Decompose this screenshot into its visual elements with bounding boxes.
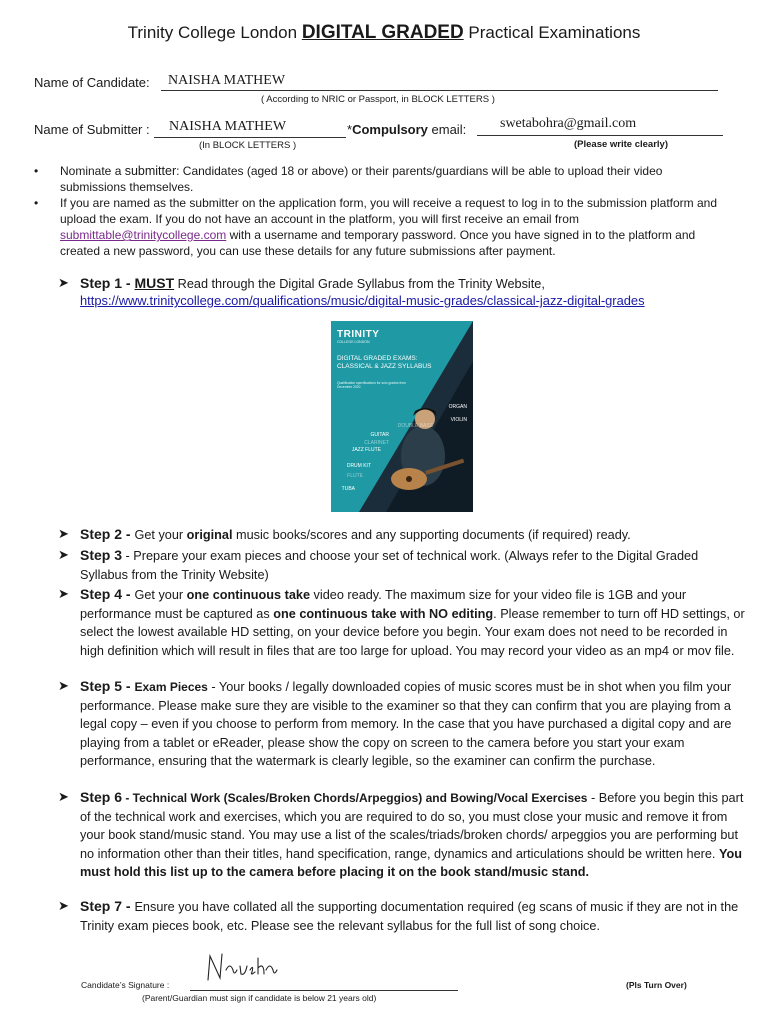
arrow-bullet-icon: ➤: [58, 275, 69, 290]
step-2: ➤ Step 2 - Get your original music books/scores and any supporting documents (if required) ready.: [58, 526, 631, 542]
email-note: (Please write clearly): [574, 139, 668, 150]
cover-instrument: DOUBLE BASS: [397, 423, 433, 429]
cover-instrument: DRUM KIT: [346, 463, 371, 469]
arrow-bullet-icon: ➤: [58, 789, 69, 804]
submitter-name-note: (In BLOCK LETTERS ): [199, 140, 297, 151]
submittable-email-link[interactable]: submittable@trinitycollege.com: [60, 228, 227, 242]
candidate-name-label: Name of Candidate:: [34, 75, 150, 90]
arrow-bullet-icon: ➤: [58, 586, 69, 601]
cover-instrument: CLARINET: [364, 440, 389, 446]
turn-over-note: (Pls Turn Over): [626, 980, 687, 990]
guardian-sign-note: (Parent/Guardian must sign if candidate is below 21 years old): [142, 993, 377, 1003]
cover-instrument: VIOLIN: [450, 417, 467, 423]
arrow-bullet-icon: ➤: [58, 678, 69, 693]
cover-subtitle: Qualification specifications for solo grades from December 2020: [337, 381, 407, 389]
candidate-name-line: [161, 90, 718, 91]
step-7: ➤ Step 7 - Ensure you have collated all the supporting documentation required (eg scans of music if they are not in the Trinity exam pieces book, etc. Please see the relevant syllabus for the full list of song choice.: [58, 898, 739, 933]
step-6: ➤ Step 6 - Technical Work (Scales/Broken Chords/Arpeggios) and Bowing/Vocal Exercises - Before you begin this part of the technical work and exercises, which you are required to do so, you must close your music and remove it from your book stand/music stand. You may use a list of the scales/triads/broken chords/ arpeggios you are performing but no information other than their titles, hand specification, range, dynamics and articulations should be written here. You must hold this list up to the camera before placing it on the book stand/music stand.: [58, 789, 744, 879]
arrow-bullet-icon: ➤: [58, 526, 69, 541]
cover-instrument: TUBA: [341, 486, 355, 492]
step-3: ➤ Step 3 - Prepare your exam pieces and choose your set of technical work. (Always refer to the Digital Graded Syllabus from the Trinity Website): [58, 547, 699, 582]
arrow-bullet-icon: ➤: [58, 547, 69, 562]
syllabus-cover-image: [331, 321, 473, 512]
email-field[interactable]: swetabohra@gmail.com: [500, 116, 637, 131]
candidate-name-note: ( According to NRIC or Passport, in BLOCK LETTERS ): [261, 94, 495, 105]
submitter-name-field[interactable]: NAISHA MATHEW: [169, 119, 287, 134]
page-title: Trinity College London DIGITAL GRADED Practical Examinations: [127, 22, 641, 43]
syllabus-url-link[interactable]: https://www.trinitycollege.com/qualifications/music/digital-music-grades/classical-jazz-digital-grades: [80, 293, 645, 308]
step-1: ➤ Step 1 - MUST Read through the Digital Grade Syllabus from the Trinity Website,: [58, 275, 545, 291]
handwritten-signature: [200, 948, 280, 986]
submitter-name-label: Name of Submitter :: [34, 122, 150, 137]
cover-instrument: FLUTE: [347, 473, 363, 479]
signature-label: Candidate’s Signature :: [81, 980, 170, 990]
submitter-name-line: [154, 137, 346, 138]
step-4: ➤ Step 4 - Get your one continuous take video ready. The maximum size for your video file is 1GB and your performance must be captured as one continuous take with NO editing. Please remember to turn off HD settings, or select the lowest available HD setting, on your device before you begin. Your exam does not need to be recorded in high definition which will result in files that are too large for upload. You may record your video as an mp4 or mov file.: [58, 586, 745, 658]
cover-brand: TRINITY: [337, 329, 380, 340]
cover-instrument: ORGAN: [448, 404, 467, 410]
bullet-nominate-submitter: • Nominate a submitter: Candidates (aged 18 or above) or their parents/guardians will be able to upload their video submissions themselves.: [34, 164, 663, 194]
cover-instrument: JAZZ FLUTE: [351, 447, 381, 453]
arrow-bullet-icon: ➤: [58, 898, 69, 913]
cover-brand-sub: COLLEGE LONDON: [337, 340, 370, 344]
candidate-name-field[interactable]: NAISHA MATHEW: [168, 73, 286, 88]
email-line: [477, 135, 723, 136]
cover-instrument: GUITAR: [370, 432, 389, 438]
signature-line[interactable]: [190, 990, 458, 991]
step-5: ➤ Step 5 - Exam Pieces - Your books / legally downloaded copies of music scores must be in shot when you film your performance. Please make sure they are visible to the examiner so that they can confirm that you are playing from a legal copy – even if you choose to perform from memory. In the case that you have purchased a digital copy and are playing from a tablet or eReader, please show the copy on screen to the camera before you start your exam performance, ensuring that the watermark is clearly legible, so the examiner can confirm the purchase.: [58, 678, 732, 768]
cover-title: DIGITAL GRADED EXAMS: CLASSICAL & JAZZ SYLLABUS: [337, 355, 432, 370]
bullet-submitter-instructions: • If you are named as the submitter on the application form, you will receive a request to log in to the submission platform and upload the exam. If you do not have an account in the platform, you will first receive an email from submittable@trinitycollege.com with a username and temporary password. Once you have signed in to the platform and created a new password, you can use these details for any future submissions after payment.: [34, 196, 718, 258]
compulsory-email-label: *Compulsory email:: [347, 122, 467, 137]
